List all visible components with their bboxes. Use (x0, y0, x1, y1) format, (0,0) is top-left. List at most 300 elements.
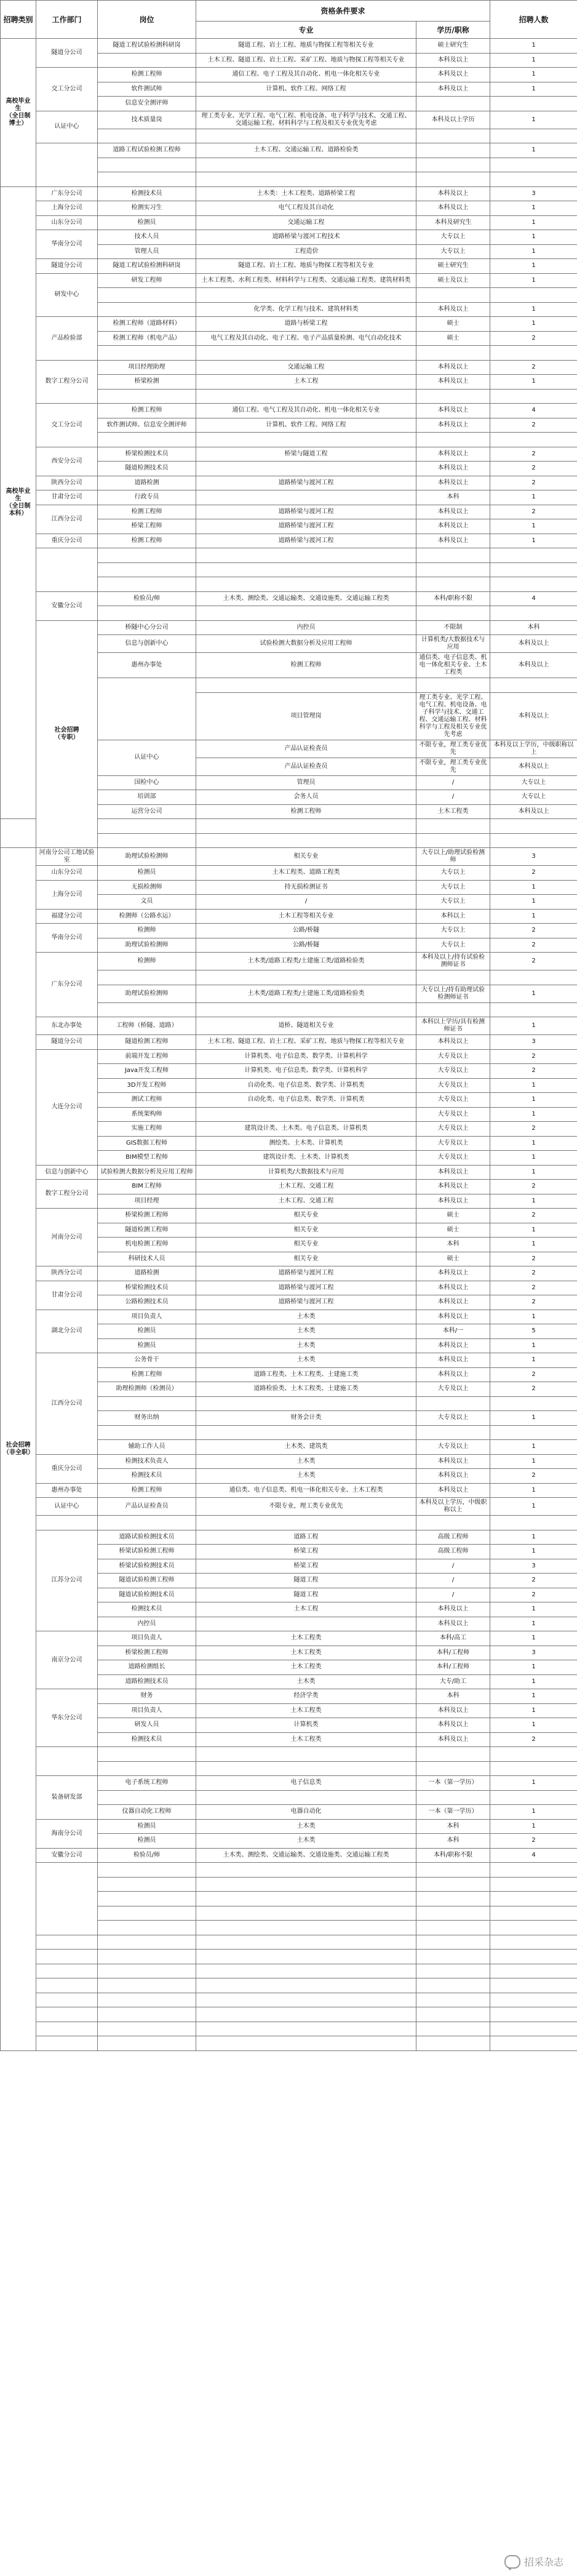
education-cell: 本科及以上 (416, 462, 490, 476)
unit-cell: 认证中心 (36, 111, 98, 143)
major-cell: 土木工程类 (196, 1660, 416, 1675)
unit-cell: 江西分公司 (36, 505, 98, 534)
position-cell: Java开发工程师 (98, 1064, 196, 1079)
education-cell: 硕士 (416, 317, 490, 332)
position-cell: 道路检测 (98, 1266, 196, 1281)
education-cell (416, 606, 490, 621)
unit-cell: 隧道分公司 (36, 1035, 98, 1050)
position-cell: 检测工程师 (98, 1367, 196, 1382)
unit-cell (36, 1747, 98, 1776)
count-cell: 2 (490, 1122, 577, 1137)
education-cell: 本科及以上 (416, 1165, 490, 1180)
major-cell: 公路/桥隧 (196, 938, 416, 953)
education-cell (416, 1950, 490, 1964)
table-row (1, 1049, 577, 1064)
education-cell: 本科及以上 (416, 1194, 490, 1209)
major-cell: 土木类 (196, 1834, 416, 1849)
table-row (1, 1266, 577, 1281)
position-cell: 行政专员 (98, 490, 196, 505)
position-cell: BIM模型工程师 (98, 1151, 196, 1166)
major-cell (196, 490, 416, 505)
count-cell: 2 (490, 1574, 577, 1588)
count-cell: 2 (490, 1469, 577, 1484)
position-cell: 检测员 (98, 215, 196, 230)
education-cell: 本科 (490, 620, 577, 635)
education-cell (416, 158, 490, 172)
unit-cell (36, 2036, 98, 2051)
position-cell (98, 158, 196, 172)
unit-cell: 华东分公司 (36, 1689, 98, 1747)
major-cell: 相关专业 (196, 848, 416, 866)
count-cell: 1 (490, 909, 577, 924)
position-cell (98, 1950, 196, 1964)
table-row (1, 317, 577, 332)
major-cell (196, 1761, 416, 1776)
position-cell (98, 606, 196, 621)
education-cell: 硕士研究生 (416, 259, 490, 274)
education-cell: 大专以上 (416, 230, 490, 245)
education-cell: 本科及以上 (416, 1310, 490, 1324)
unit-cell (36, 548, 98, 592)
count-cell: 2 (490, 360, 577, 375)
count-cell: 4 (490, 404, 577, 418)
position-cell: 电子系统工程师 (98, 1776, 196, 1791)
major-cell: 化学类、化学工程与技术、建筑材料类 (196, 302, 416, 317)
major-cell: / (416, 775, 490, 790)
major-cell: 公路/桥隧 (196, 924, 416, 938)
unit-cell: 信息与创新中心 (98, 635, 196, 653)
position-cell: 文员 (98, 895, 196, 910)
education-cell (416, 389, 490, 404)
major-cell (196, 1107, 416, 1122)
education-cell: 本科及以上 (490, 804, 577, 819)
table-row (1, 1993, 577, 2007)
major-cell: 不限专业，理工类专业优先 (416, 740, 490, 758)
count-cell: 2 (490, 1266, 577, 1281)
unit-cell: 信息与创新中心 (36, 1165, 98, 1180)
count-cell: 2 (490, 1180, 577, 1194)
count-cell (490, 562, 577, 577)
unit-cell: 甘肃分公司 (36, 1281, 98, 1310)
education-cell (416, 433, 490, 447)
unit-cell: 海南分公司 (36, 1819, 98, 1848)
education-cell: 本科及以上 (416, 1338, 490, 1353)
position-cell (98, 819, 196, 834)
major-cell (196, 1921, 416, 1935)
major-cell: 自动化类、电子信息类、数学类、计算机类 (196, 1093, 416, 1108)
major-cell (196, 1935, 416, 1950)
major-cell: / (416, 790, 490, 805)
unit-cell: 西安分公司 (36, 447, 98, 476)
education-cell: 大专及以上 (416, 1151, 490, 1166)
unit-cell (36, 1516, 98, 1530)
table-row (1, 215, 577, 230)
count-cell: 1 (490, 1819, 577, 1834)
education-cell: 本科 (416, 490, 490, 505)
count-cell: 2 (490, 447, 577, 462)
major-cell: 土木类 (196, 1674, 416, 1689)
major-cell: 道路桥梁与渡河工程 (196, 505, 416, 519)
count-cell: 2 (490, 1382, 577, 1397)
major-cell (196, 389, 416, 404)
table-row (1, 39, 577, 54)
unit-cell (98, 678, 196, 740)
education-cell: 本科及以上 (416, 1035, 490, 1050)
count-cell: 2 (490, 1834, 577, 1849)
major-cell: 土木工程 (196, 375, 416, 390)
major-cell: 通信类、电子信息类、机电一体化相关专业、土木工程类 (196, 1483, 416, 1498)
unit-cell: 桥隧中心分公司 (98, 620, 196, 635)
position-cell: 机电检测工程师 (98, 1238, 196, 1252)
table-row (1, 1689, 577, 1704)
unit-cell: 惠州办事处 (98, 653, 196, 678)
major-cell (196, 970, 416, 985)
education-cell (416, 833, 490, 848)
position-cell: 助理试验检测师 (98, 848, 196, 866)
education-cell: 本科及以上 (416, 1353, 490, 1368)
unit-cell: 东北办事处 (36, 1017, 98, 1035)
education-cell (416, 1863, 490, 1878)
header-category: 招聘类别 (1, 1, 36, 39)
position-cell (98, 1516, 196, 1530)
education-cell: 大专以上 (416, 895, 490, 910)
education-cell (416, 1516, 490, 1530)
position-cell (98, 562, 196, 577)
count-cell (490, 577, 577, 592)
unit-cell: 河南分公司 (36, 1209, 98, 1266)
position-cell: 检验员/师 (98, 1848, 196, 1863)
major-cell: 土木工程、隧道工程、岩土工程、采矿工程、地质与物探工程等相关专业 (196, 1035, 416, 1050)
education-cell: 一本（第一学历） (416, 1805, 490, 1820)
count-cell: 1 (490, 1093, 577, 1108)
unit-cell (36, 1978, 98, 1993)
major-cell (196, 1617, 416, 1631)
position-cell: 公路检测技术员 (98, 1295, 196, 1310)
education-cell: 本科以上 (416, 909, 490, 924)
education-cell: 本科及以上 (416, 447, 490, 462)
position-cell: 前端开发工程师 (98, 1049, 196, 1064)
count-cell: 1 (490, 1353, 577, 1368)
education-cell: 本科及以上 (416, 1367, 490, 1382)
education-cell: 大专以上 (416, 866, 490, 881)
count-cell: 2 (490, 1252, 577, 1266)
major-cell: 土木工程、交通运输工程、道路检验类 (196, 143, 416, 158)
major-cell: 计算机类/大数据技术与应用 (416, 635, 490, 653)
table-row (1, 1353, 577, 1368)
unit-cell: 江西分公司 (36, 1353, 98, 1455)
unit-cell: 上海分公司 (36, 880, 98, 909)
position-cell: 检测技术员 (98, 1732, 196, 1747)
count-cell: 1 (490, 39, 577, 54)
major-cell (196, 1993, 416, 2007)
count-cell: 1 (490, 1078, 577, 1093)
table-row (1, 1483, 577, 1498)
unit-cell (36, 2022, 98, 2036)
education-cell (416, 970, 490, 985)
category-cell: 社会招聘 （非全职） (1, 848, 36, 2051)
table-row (1, 143, 577, 158)
major-cell: 交通运输工程 (196, 360, 416, 375)
major-cell: 道路桥梁与渡河工程 (196, 1295, 416, 1310)
position-cell (98, 2036, 196, 2051)
count-cell (490, 1935, 577, 1950)
count-cell: 3 (490, 186, 577, 201)
education-cell: 本科及以上 (490, 692, 577, 740)
education-cell (416, 143, 490, 158)
position-cell (98, 1892, 196, 1906)
position-cell (196, 678, 416, 693)
unit-cell: 惠州办事处 (36, 1483, 98, 1498)
unit-cell: 华南分公司 (36, 924, 98, 953)
major-cell: 通信类、电子信息类、机电一体化相关专业、土木工程类 (416, 653, 490, 678)
count-cell (490, 1978, 577, 1993)
count-cell (490, 833, 577, 848)
major-cell (196, 1790, 416, 1805)
header-position: 岗位 (98, 1, 196, 39)
table-row (1, 1209, 577, 1223)
education-cell: 大专/助工 (416, 1674, 490, 1689)
table-row (1, 1498, 577, 1516)
education-cell (416, 2022, 490, 2036)
education-cell: 本科及以上 (416, 68, 490, 82)
major-cell: 道路桥梁与渡河工程技术 (196, 230, 416, 245)
unit-cell: 湖北分公司 (36, 1310, 98, 1353)
major-cell: 道路桥梁与渡河工程 (196, 519, 416, 534)
major-cell (196, 1964, 416, 1978)
major-cell: 道路检验类、土木工程类、土建施工类 (196, 1382, 416, 1397)
education-cell: 本科及研究生 (416, 215, 490, 230)
major-cell: 土木类 (196, 1454, 416, 1469)
position-cell: 项目经理助理 (98, 360, 196, 375)
count-cell (490, 1396, 577, 1411)
education-cell: 大专以上/助理试验检测师 (416, 848, 490, 866)
position-cell: 桥梁试验检测技术员 (98, 1559, 196, 1574)
count-cell: 2 (490, 1209, 577, 1223)
major-cell (196, 288, 416, 303)
table-row (1, 591, 577, 606)
education-cell: 本科及以上 (416, 1454, 490, 1469)
count-cell: 2 (490, 1732, 577, 1747)
major-cell: / (196, 895, 416, 910)
education-cell: 大专以上 (416, 924, 490, 938)
table-row (1, 1165, 577, 1180)
table-row (1, 404, 577, 418)
education-cell: 本科/职称不限 (416, 591, 490, 606)
unit-cell (36, 1993, 98, 2007)
count-cell: 1 (490, 302, 577, 317)
education-cell: 本科及以上 (416, 1266, 490, 1281)
major-cell: 相关专业 (196, 1223, 416, 1238)
education-cell: / (416, 1588, 490, 1602)
table-row (1, 1530, 577, 1545)
position-cell: 道路试验检测技术员 (98, 1530, 196, 1545)
education-cell (416, 1964, 490, 1978)
education-cell (416, 1993, 490, 2007)
position-cell (98, 1906, 196, 1921)
table-row (1, 1516, 577, 1530)
table-body (1, 39, 577, 2051)
position-cell: 试验检测大数据分析及应用工程师 (196, 635, 416, 653)
unit-cell: 研发中心 (36, 273, 98, 317)
position-cell (98, 288, 196, 303)
position-cell: 桥梁工程师 (98, 519, 196, 534)
table-row (1, 230, 577, 245)
education-cell (416, 1906, 490, 1921)
table-row (1, 360, 577, 375)
position-cell: 检测技术员 (98, 1469, 196, 1484)
major-cell: 经济学类 (196, 1689, 416, 1704)
count-cell: 2 (490, 331, 577, 346)
count-cell: 2 (490, 1588, 577, 1602)
education-cell: 大专及以上 (416, 1440, 490, 1455)
education-cell: 本科 (416, 1819, 490, 1834)
count-cell: 1 (490, 1805, 577, 1820)
major-cell: 相关专业 (196, 1238, 416, 1252)
position-cell: 检测工程师（机电产品） (98, 331, 196, 346)
major-cell (196, 433, 416, 447)
major-cell: 土木工程类、水利工程类、材料科学与工程类、交通运输工程类、建筑材料类 (196, 273, 416, 288)
education-cell: 本科及以上学历，中级职称以上 (490, 740, 577, 758)
position-cell: 隧道试验检测技术员 (98, 1588, 196, 1602)
unit-cell: 重庆分公司 (36, 1454, 98, 1483)
major-cell: 土木类 (196, 1819, 416, 1834)
education-cell: 本科及以上 (416, 360, 490, 375)
position-cell: 检测师 (98, 924, 196, 938)
education-cell (416, 1921, 490, 1935)
major-cell: 理工类专业、光学工程、电气工程、机电设备、电子科学与技术、交通工程、交通运输工程、材料科学与工程及相关专业优先考虑 (416, 692, 490, 740)
major-cell: 交通运输工程 (196, 215, 416, 230)
position-cell: 财务出纳 (98, 1411, 196, 1426)
count-cell (490, 1892, 577, 1906)
major-cell: 桥梁与隧道工程 (196, 447, 416, 462)
unit-cell: 安徽分公司 (36, 591, 98, 620)
count-cell: 1 (490, 1674, 577, 1689)
education-cell: 本科及以上 (416, 302, 490, 317)
major-cell: 土木类：土木工程类、道路桥梁工程 (196, 186, 416, 201)
position-cell (98, 1863, 196, 1878)
education-cell: 本科/工程师 (416, 1660, 490, 1675)
position-cell (98, 129, 196, 143)
unit-cell: 隧道分公司 (36, 39, 98, 68)
table-row (1, 1978, 577, 1993)
table-row (1, 1935, 577, 1950)
education-cell: 硕士研究生 (416, 39, 490, 54)
position-cell (98, 1747, 196, 1762)
education-cell: / (416, 1559, 490, 1574)
count-cell (490, 548, 577, 563)
major-cell: 计算机类 (196, 1718, 416, 1733)
header-count: 招聘人数 (490, 1, 577, 39)
major-cell (196, 819, 416, 834)
count-cell: 1 (490, 1660, 577, 1675)
major-cell: 测绘类、土木类、计算机类 (196, 1136, 416, 1151)
position-cell: 会务人员 (196, 790, 416, 805)
count-cell: 2 (490, 505, 577, 519)
position-cell: 管理员 (196, 775, 416, 790)
position-cell: 检测员 (98, 1324, 196, 1339)
count-cell: 1 (490, 1602, 577, 1617)
education-cell: 本科及以上 (416, 1180, 490, 1194)
table-row (1, 186, 577, 201)
major-cell: 道路工程 (196, 1530, 416, 1545)
major-cell (196, 158, 416, 172)
education-cell (416, 577, 490, 592)
count-cell: 2 (490, 938, 577, 953)
count-cell: 1 (490, 53, 577, 68)
major-cell (196, 577, 416, 592)
major-cell: 道路桥梁与渡河工程 (196, 1266, 416, 1281)
count-cell: 2 (490, 462, 577, 476)
major-cell: 土木工程等相关专业 (196, 909, 416, 924)
count-cell: 1 (490, 895, 577, 910)
major-cell: 土木工程 (196, 1602, 416, 1617)
major-cell (196, 1002, 416, 1017)
position-cell: 技术质量岗 (98, 111, 196, 129)
table-row (1, 1776, 577, 1791)
education-cell: 本科及以上 (416, 519, 490, 534)
position-cell: 检测工程师 (98, 505, 196, 519)
count-cell (490, 2007, 577, 2022)
position-cell (98, 2007, 196, 2022)
major-cell: 隧道工程 (196, 1588, 416, 1602)
position-cell: 项目经理 (98, 1194, 196, 1209)
count-cell: 1 (490, 68, 577, 82)
major-cell (196, 172, 416, 187)
major-cell (196, 548, 416, 563)
position-cell: 检测工程师 (196, 653, 416, 678)
table-row (1, 201, 577, 216)
count-cell: 1 (490, 1310, 577, 1324)
position-cell (98, 1425, 196, 1440)
position-cell: 项目管理岗 (196, 692, 416, 740)
major-cell: 建筑设计类、土木类、计算机类 (196, 1151, 416, 1166)
count-cell (490, 1921, 577, 1935)
position-cell: 桥梁试验检测工程师 (98, 1545, 196, 1559)
table-row (1, 534, 577, 548)
table-row (1, 1180, 577, 1194)
education-cell (416, 1978, 490, 1993)
table-row (1, 620, 577, 635)
count-cell: 1 (490, 375, 577, 390)
count-cell: 3 (490, 1646, 577, 1660)
header-unit: 工作部门 (36, 1, 98, 39)
count-cell (490, 606, 577, 621)
unit-cell: 运营分公司 (98, 804, 196, 819)
count-cell: 1 (490, 230, 577, 245)
major-cell: 道路桥梁与渡河工程 (196, 534, 416, 548)
table-row (1, 505, 577, 519)
position-cell: 检测工程师 (98, 68, 196, 82)
position-cell: 管理人员 (98, 244, 196, 259)
position-cell: 测试工程师 (98, 1093, 196, 1108)
count-cell: 1 (490, 1165, 577, 1180)
header-requirements: 资格条件要求 (196, 1, 490, 22)
position-cell (98, 1964, 196, 1978)
unit-cell: 福建分公司 (36, 909, 98, 924)
major-cell (196, 1396, 416, 1411)
major-cell (196, 1950, 416, 1964)
table-row (1, 1631, 577, 1646)
education-cell (490, 678, 577, 693)
education-cell (416, 2036, 490, 2051)
count-cell: 1 (490, 259, 577, 274)
major-cell: 相关专业 (196, 1252, 416, 1266)
major-cell: 计算机类、电子信息类、数学类、计算机科学 (196, 1049, 416, 1064)
education-cell: 本科/高工 (416, 1631, 490, 1646)
major-cell: 财务会计类 (196, 1411, 416, 1426)
major-cell (196, 97, 416, 111)
education-cell: 本科及以上 (416, 1718, 490, 1733)
